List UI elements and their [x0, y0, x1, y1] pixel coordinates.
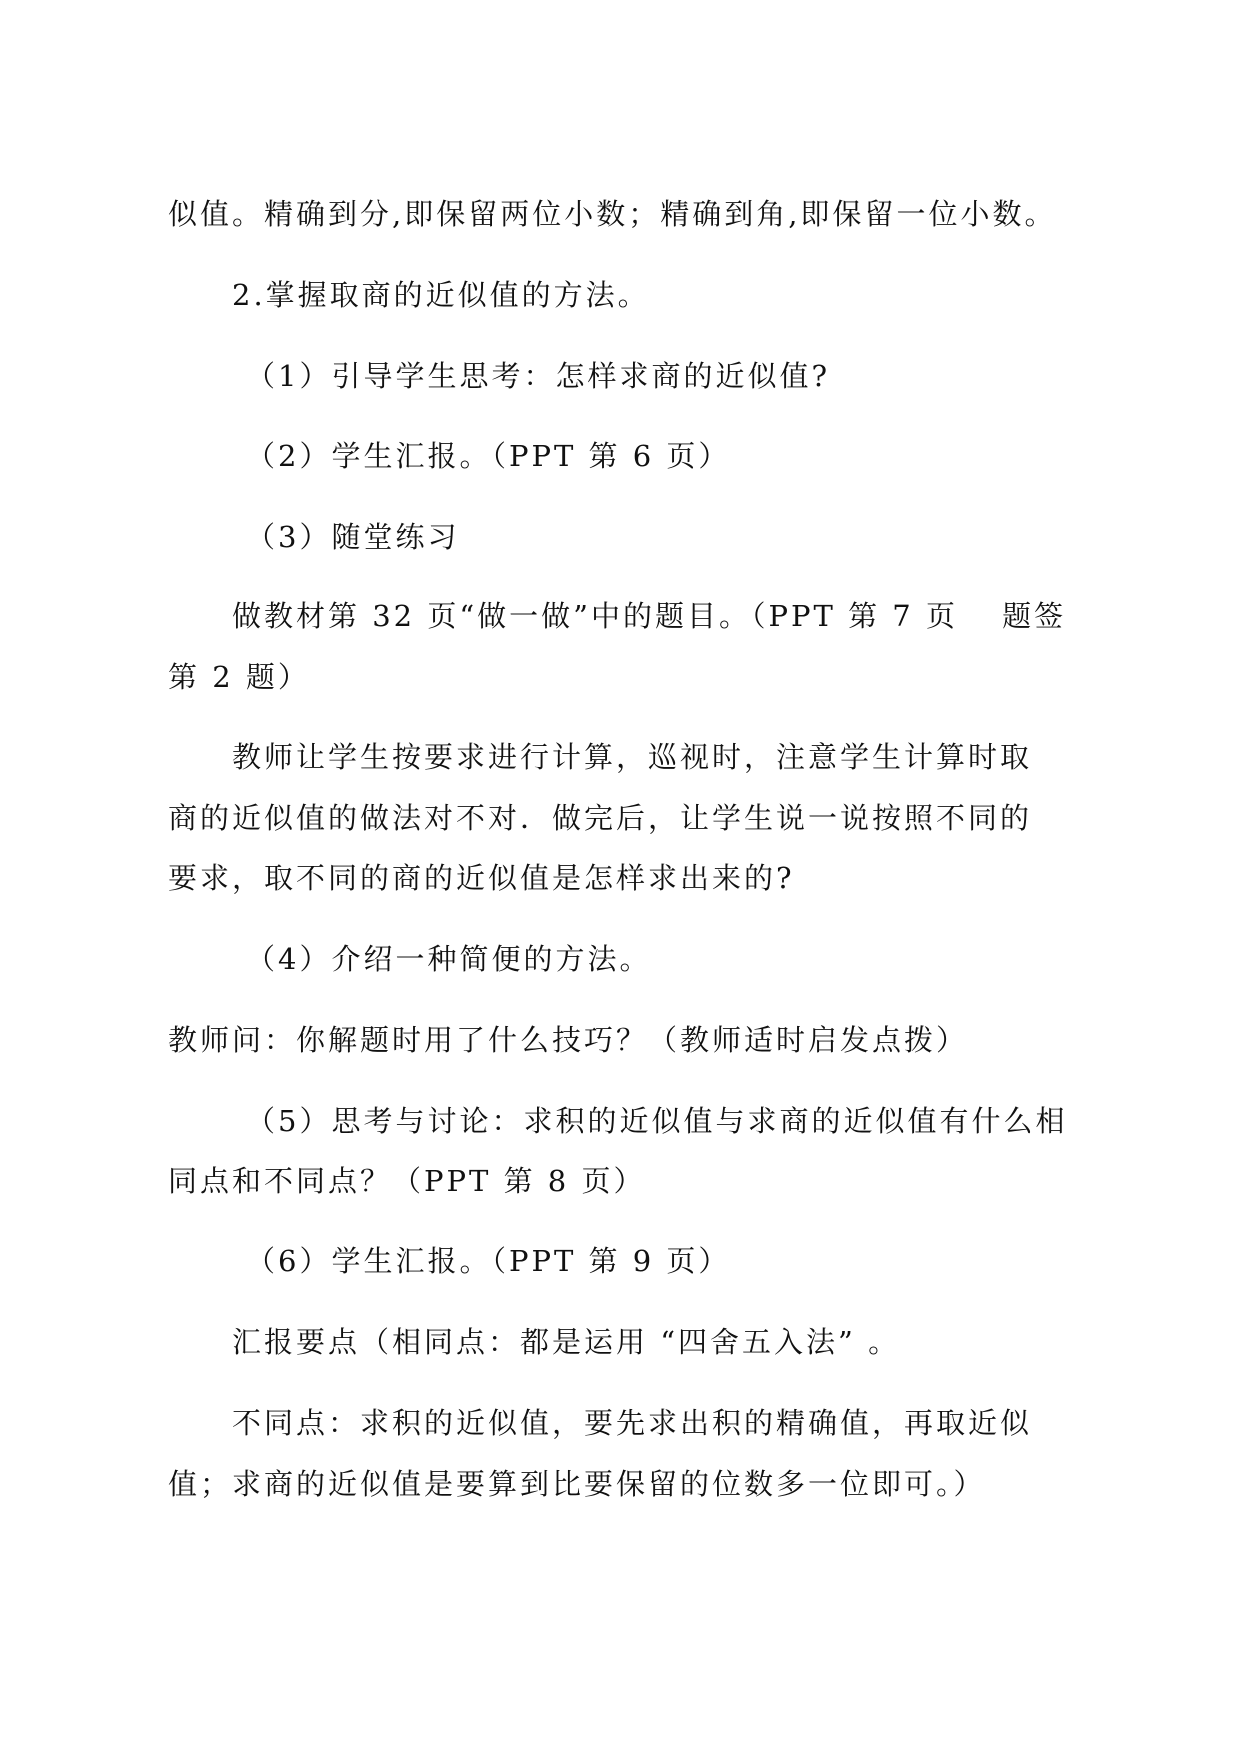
step-4-text: （4）介绍一种简便的方法。 — [246, 942, 652, 976]
paragraph-line: 汇报要点（相同点：都是运用 “四舍五入法” 。 — [232, 1325, 901, 1359]
paragraph-line: 教师问：你解题时用了什么技巧？（教师适时启发点拨） — [168, 1023, 969, 1057]
paragraph-line: 似值。精确到分,即保留两位小数；精确到角,即保留一位小数。 — [168, 197, 1057, 231]
step-3-text: （3）随堂练习 — [246, 520, 460, 554]
step-1-text: （1）引导学生思考：怎样求商的近似值? — [246, 359, 830, 393]
paragraph-line: 值；求商的近似值是要算到比要保留的位数多一位即可。） — [168, 1467, 986, 1501]
paragraph-line: 教师让学生按要求进行计算，巡视时，注意学生计算时取 — [232, 740, 1033, 774]
section-heading: 2.掌握取商的近似值的方法。 — [232, 278, 650, 312]
paragraph-line: 要求，取不同的商的近似值是怎样求出来的? — [168, 861, 795, 895]
paragraph-line: 不同点：求积的近似值，要先求出积的精确值，再取近似 — [232, 1406, 1033, 1440]
step-6-text: （6）学生汇报。（PPT 第 9 页） — [246, 1244, 731, 1278]
paragraph-line: 商的近似值的做法对不对．做完后，让学生说一说按照不同的 — [168, 801, 1033, 835]
step-5-text: （5）思考与讨论：求积的近似值与求商的近似值有什么相 — [246, 1104, 1068, 1138]
paragraph-line: 同点和不同点？（PPT 第 8 页） — [168, 1164, 646, 1198]
paragraph-line: 做教材第 32 页“做一做”中的题目。（PPT 第 7 页 题签 — [232, 599, 1067, 633]
step-2-text: （2）学生汇报。（PPT 第 6 页） — [246, 439, 731, 473]
paragraph-line: 第 2 题） — [168, 660, 310, 694]
